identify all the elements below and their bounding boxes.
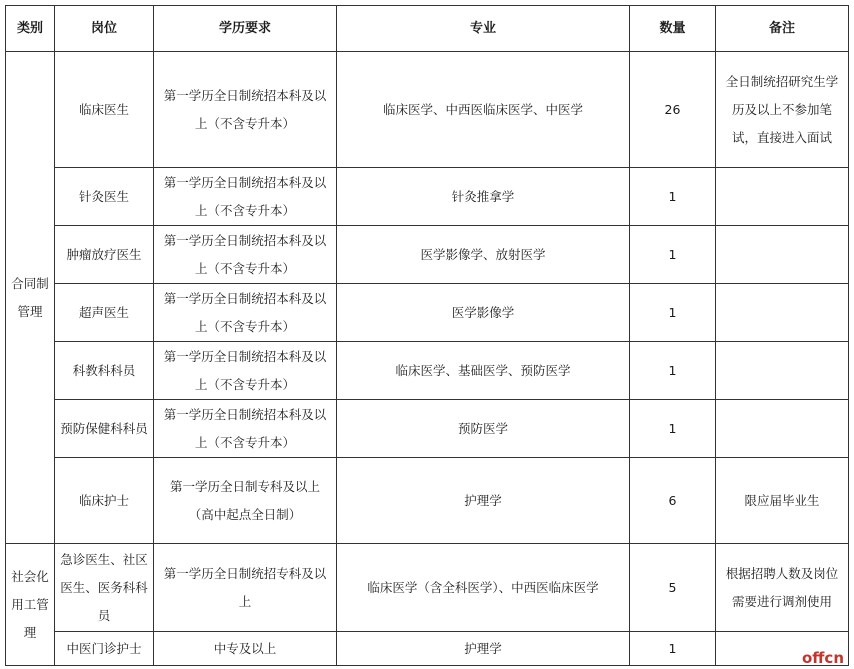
cell-remark: 根据招聘人数及岗位需要进行调剂使用: [716, 544, 849, 632]
cell-education: 第一学历全日制统招本科及以上（不含专升本）: [154, 168, 337, 226]
cell-remark: [716, 226, 849, 284]
category-social: 社会化用工管理: [6, 544, 55, 666]
education-line: （高中起点全日制）: [188, 506, 302, 522]
cell-education: 第一学历全日制统招本科及以上（不含专升本）: [154, 226, 337, 284]
cell-major: 医学影像学: [337, 284, 630, 342]
header-position: 岗位: [55, 6, 154, 52]
cell-count: 1: [630, 632, 716, 666]
cell-remark: [716, 168, 849, 226]
cell-education: 第一学历全日制统招本科及以上（不含专升本）: [154, 284, 337, 342]
cell-major: 医学影像学、放射医学: [337, 226, 630, 284]
table-row: [6, 458, 849, 544]
cell-position: 临床护士: [55, 458, 154, 544]
cell-major: 针灸推拿学: [337, 168, 630, 226]
cell-position: 超声医生: [55, 284, 154, 342]
table-row: [6, 400, 849, 458]
cell-position: 针灸医生: [55, 168, 154, 226]
table-row: [6, 168, 849, 226]
cell-position: 肿瘤放疗医生: [55, 226, 154, 284]
table-row: [6, 284, 849, 342]
cell-major: 临床医学、中西医临床医学、中医学: [337, 52, 630, 168]
header-education: 学历要求: [154, 6, 337, 52]
cell-major: 临床医学、基础医学、预防医学: [337, 342, 630, 400]
cell-count: 1: [630, 284, 716, 342]
cell-remark: 限应届毕业生: [716, 458, 849, 544]
table-row: [6, 226, 849, 284]
cell-education: 第一学历全日制统招本科及以上（不含专升本）: [154, 400, 337, 458]
table-row: [6, 632, 849, 666]
cell-count: 1: [630, 342, 716, 400]
education-line: 第一学历全日制专科及以上: [169, 478, 320, 494]
header-major: 专业: [337, 6, 630, 52]
cell-remark: [716, 400, 849, 458]
category-contract: 合同制管理: [6, 52, 55, 544]
header-category: 类别: [6, 6, 55, 52]
cell-education: 第一学历全日制统招专科及以上: [154, 544, 337, 632]
recruitment-table: [5, 5, 849, 666]
cell-count: 1: [630, 226, 716, 284]
table-row: [6, 52, 849, 168]
table-row: [6, 544, 849, 632]
cell-position: 临床医生: [55, 52, 154, 168]
table-row: [6, 342, 849, 400]
cell-remark: 全日制统招研究生学历及以上不参加笔试，直接进入面试: [716, 52, 849, 168]
cell-education: 中专及以上: [154, 632, 337, 666]
cell-count: 26: [630, 52, 716, 168]
cell-remark: [716, 284, 849, 342]
cell-count: 6: [630, 458, 716, 544]
cell-major: 护理学: [337, 632, 630, 666]
table-header-row: [6, 6, 849, 52]
header-remark: 备注: [716, 6, 849, 52]
cell-education: [154, 458, 337, 544]
cell-major: 护理学: [337, 458, 630, 544]
cell-education: 第一学历全日制统招本科及以上（不含专升本）: [154, 52, 337, 168]
cell-position: 中医门诊护士: [55, 632, 154, 666]
cell-count: 5: [630, 544, 716, 632]
cell-major: 预防医学: [337, 400, 630, 458]
cell-education: 第一学历全日制统招本科及以上（不含专升本）: [154, 342, 337, 400]
offcn-watermark: offcn: [801, 649, 844, 667]
cell-position: 科教科科员: [55, 342, 154, 400]
header-count: 数量: [630, 6, 716, 52]
cell-count: 1: [630, 400, 716, 458]
cell-count: 1: [630, 168, 716, 226]
cell-remark: [716, 342, 849, 400]
cell-position: 预防保健科科员: [55, 400, 154, 458]
cell-position: 急诊医生、社区医生、医务科科员: [55, 544, 154, 632]
cell-major: 临床医学（含全科医学）、中西医临床医学: [337, 544, 630, 632]
